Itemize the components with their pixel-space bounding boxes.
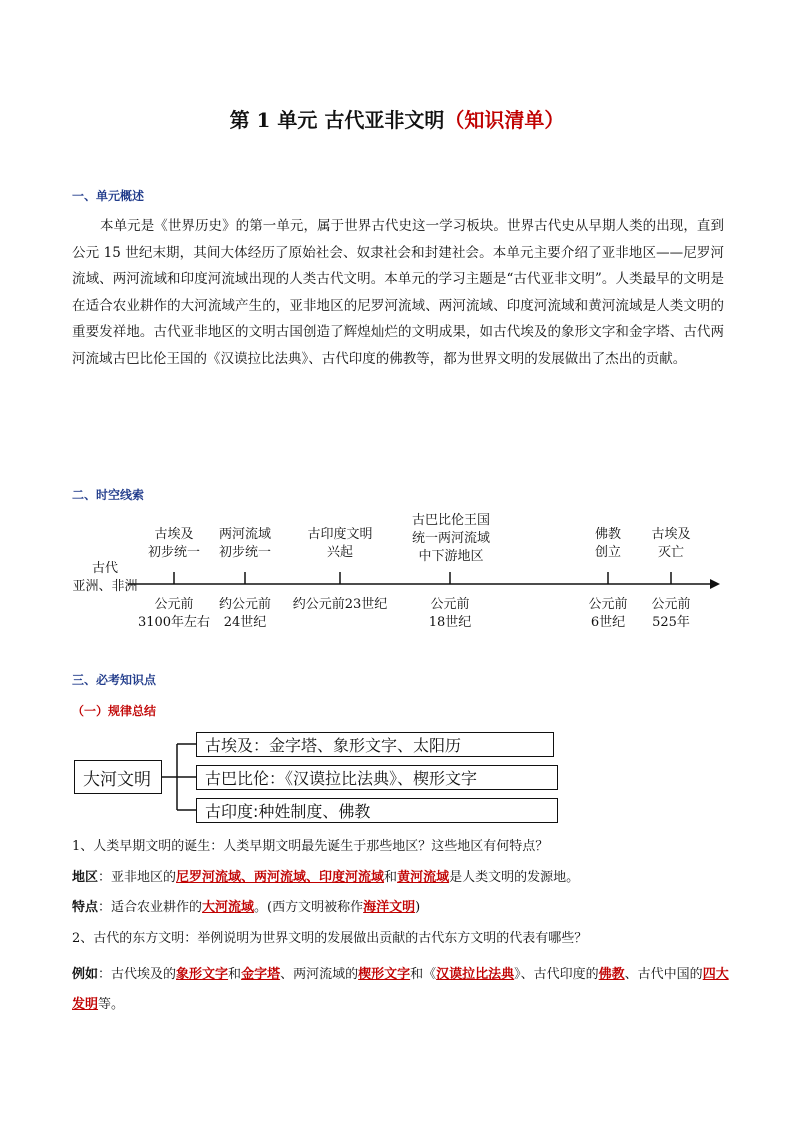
section1-heading-text: 一、单元概述 (72, 189, 145, 203)
event-date: 3100年左右 (137, 615, 211, 630)
answer-label: 地区 (72, 870, 99, 885)
event-text: 佛教 (594, 527, 621, 542)
answer-label: 例如 (72, 967, 99, 982)
section3-heading (72, 671, 156, 688)
answer-highlight: 象形文字 (176, 967, 229, 982)
answer-feature (72, 898, 732, 918)
timeline-event-above (578, 526, 638, 562)
diagram-branch-egypt: 古埃及：金字塔、象形文字、太阳历 (196, 732, 554, 757)
answer-example (72, 960, 732, 1020)
event-text: 古印度文明 (307, 527, 373, 542)
timeline-event-date (205, 596, 285, 632)
answer-label: 特点 (72, 900, 99, 915)
event-text: 初步统一 (147, 545, 200, 560)
section2-heading (72, 486, 144, 503)
timeline-event-date (410, 596, 490, 632)
answer-text: ) (415, 900, 421, 915)
event-text: 统一两河流域 (411, 531, 490, 546)
question-2: 2、古代的东方文明：举例说明为世界文明的发展做出贡献的古代东方文明的代表有哪些？ (72, 931, 588, 946)
answer-text: 等。 (98, 997, 125, 1012)
event-date: 公元前 (430, 597, 470, 612)
section3-subheading: （一）规律总结 (72, 704, 157, 718)
answer-highlight: 海洋文明 (363, 900, 416, 915)
axis-label-line1: 古代 (91, 561, 118, 576)
answer-text: ：亚非地区的 (98, 870, 177, 885)
event-text: 两河流域 (218, 527, 271, 542)
answer-text: ：古代埃及的 (98, 967, 177, 982)
answer-highlight: 尼罗河流域、两河流域、印度河流域 (176, 870, 385, 885)
timeline-event-date (575, 596, 641, 632)
event-text: 中下游地区 (418, 549, 484, 564)
section2-heading-text: 二、时空线索 (72, 488, 145, 502)
section1-heading (72, 187, 144, 204)
answer-highlight: 大河流域 (202, 900, 255, 915)
event-text: 灭亡 (657, 545, 684, 560)
event-date: 6世纪 (590, 615, 626, 630)
event-date: 约公元前23世纪 (292, 597, 388, 612)
section1-paragraph: 本单元是《世界历史》的第一单元，属于世界古代史这一学习板块。世界古代史从早期人类的出现，直到公元 15 世纪末期，其间大体经历了原始社会、奴隶社会和封建社会。本单元主要介绍了亚非地区——尼罗河流域、两河流域和印度河流域出现的人类古代文明。本单元的学习主题是“古代亚非文明”。人类最早的文明是在适合农业耕作的大河流域产生的，亚非地区的尼罗河流域、两河流域、印度河流域和黄河流域是人类文明的重要发祥地。古代亚非地区的文明古国创造了辉煌灿烂的文明成果，如古代埃及的象形文字和金字塔、古代两河流域古巴比伦王国的《汉谟拉比法典》、古代印度的佛教等，都为世界文明的发展做出了杰出的贡献。 (72, 218, 724, 367)
answer-text: 和《 (410, 967, 437, 982)
answer-text: 。(西方文明被称作 (254, 900, 364, 915)
question-1: 1、人类早期文明的诞生：人类早期文明最先诞生于那些地区？这些地区有何特点？ (72, 839, 549, 854)
timeline-event-above (641, 526, 701, 562)
answer-highlight: 金字塔 (241, 967, 281, 982)
answer-text: 、两河流域的 (280, 967, 359, 982)
answer-text: 是人类文明的发源地。 (449, 870, 580, 885)
event-date: 公元前 (154, 597, 194, 612)
event-text: 古埃及 (154, 527, 194, 542)
event-date: 18世纪 (428, 615, 472, 630)
event-date: 24世纪 (223, 615, 267, 630)
event-text: 初步统一 (218, 545, 271, 560)
answer-text: 、古代中国的 (624, 967, 703, 982)
answer-highlight: 汉谟拉比法典 (436, 967, 515, 982)
answer-highlight: 黄河流域 (397, 870, 450, 885)
event-date: 525年 (652, 615, 690, 630)
diagram-root: 大河文明 (74, 760, 162, 794)
answer-text: 和 (228, 967, 242, 982)
answer-highlight: 四大发明 (72, 967, 729, 1012)
answer-highlight: 楔形文字 (358, 967, 411, 982)
answer-text: 》、古代印度的 (514, 967, 599, 982)
timeline-event-date (280, 596, 400, 614)
title-main: 第 1 单元 古代亚非文明 (229, 108, 445, 132)
answer-text: ：适合农业耕作的 (98, 900, 203, 915)
answer-highlight: 佛教 (598, 967, 625, 982)
axis-label-line2: 亚洲、非洲 (72, 579, 138, 594)
diagram-branch-babylon: 古巴比伦：《汉谟拉比法典》、楔形文字 (196, 765, 558, 790)
answer-text: 和 (384, 870, 398, 885)
page-title (0, 104, 794, 133)
event-date: 公元前 (651, 597, 691, 612)
diagram-branch-india: 古印度:种姓制度、佛教 (196, 798, 558, 823)
timeline-event-above (396, 512, 506, 566)
timeline (70, 508, 730, 638)
timeline-event-date (638, 596, 704, 632)
event-date: 公元前 (588, 597, 628, 612)
event-date: 约公元前 (218, 597, 271, 612)
timeline-event-above (290, 526, 390, 562)
section3-heading-text: 三、必考知识点 (72, 673, 157, 687)
event-text: 兴起 (326, 545, 353, 560)
event-text: 古埃及 (651, 527, 691, 542)
timeline-event-above (205, 526, 285, 562)
event-text: 古巴比伦王国 (411, 513, 490, 528)
title-suffix: （知识清单） (444, 108, 565, 132)
timeline-axis-label (70, 560, 140, 596)
event-text: 创立 (594, 545, 621, 560)
timeline-event-above (134, 526, 214, 562)
answer-region (72, 868, 732, 888)
